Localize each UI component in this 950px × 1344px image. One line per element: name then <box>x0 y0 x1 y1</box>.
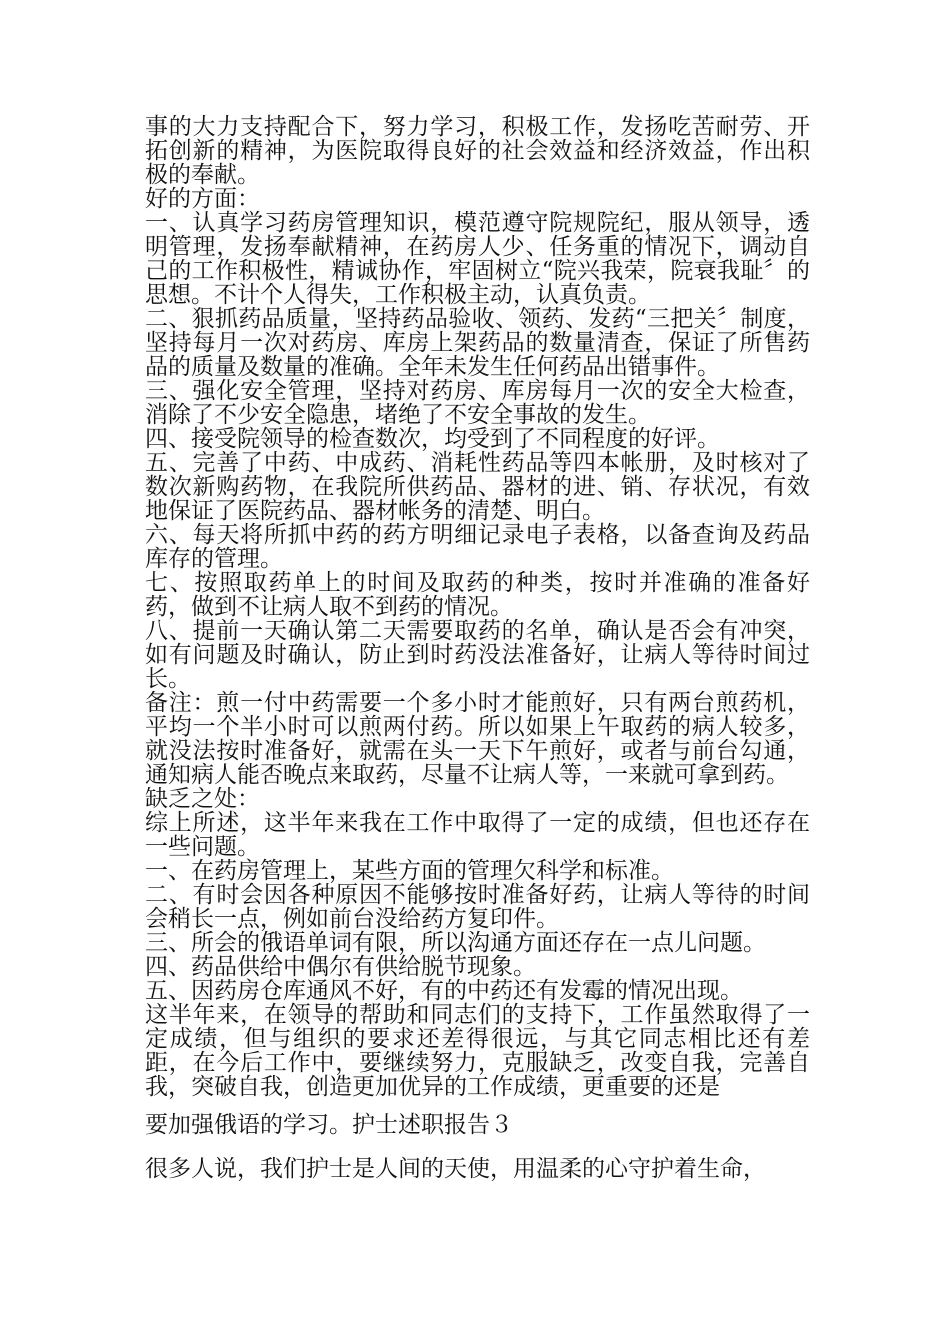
paragraph-weakness-2: 二、有时会因各种原因不能够按时准备好药，让病人等待的时间会稍长一点，例如前台没给药方复印件。 <box>145 882 810 932</box>
document-body <box>145 115 810 1181</box>
paragraph-strength-7: 七、按照取药单上的时间及取药的种类，按时并准确的准备好药，做到不让病人取不到药的情况。 <box>145 570 810 620</box>
paragraph-weakness-1: 一、在药房管理上，某些方面的管理欠科学和标准。 <box>145 858 674 884</box>
paragraph-strength-5: 五、完善了中药、中成药、消耗性药品等四本帐册，及时核对了数次新购药物，在我院所供药品、器材的进、销、存状况，有效地保证了医院药品、器材帐务的清楚、明白。 <box>145 450 810 524</box>
paragraph-strength-3: 三、强化安全管理，坚持对药房、库房每月一次的安全大检查，消除了不少安全隐患，堵绝了不安全事故的发生。 <box>145 378 810 428</box>
paragraph-weakness-5: 五、因药房仓库通风不好，有的中药还有发霉的情况出现。 <box>145 978 743 1004</box>
paragraph-strength-1: 一、认真学习药房管理知识，模范遵守院规院纪，服从领导，透明管理，发扬奉献精神，在药房人少、任务重的情况下，调动自己的工作积极性，精诚协作，牢固树立“院兴我荣，院衰我耻〞的思想。不计个人得失，工作积极主动，认真负责。 <box>145 210 810 308</box>
paragraph-conclusion-end-and-title: 要加强俄语的学习。护士述职报告３ <box>145 1112 513 1138</box>
paragraph-intro: 事的大力支持配合下，努力学习，积极工作，发扬吃苦耐劳、开拓创新的精神，为医院取得良好的社会效益和经济效益，作出积极的奉献。 <box>145 114 810 188</box>
paragraph-note: 备注：煎一付中药需要一个多小时才能煎好，只有两台煎药机，平均一个半小时可以煎两付药。所以如果上午取药的病人较多，就没法按时准备好，就需在头一天下午煎好，或者与前台勾通，通知病人能否晚点来取药，尽量不让病人等，一来就可拿到药。 <box>145 690 810 788</box>
paragraph-nurse-report-intro: 很多人说，我们护士是人间的天使，用温柔的心守护着生命， <box>145 1156 766 1182</box>
paragraph-strength-8: 八、提前一天确认第二天需要取药的名单，确认是否会有冲突，如有问题及时确认，防止到时药没法准备好，让病人等待时间过长。 <box>145 618 810 692</box>
paragraph-weakness-3: 三、所会的俄语单词有限，所以沟通方面还存在一点儿问题。 <box>145 930 766 956</box>
heading-weaknesses: 缺乏之处： <box>145 786 260 812</box>
paragraph-strength-2: 二、狠抓药品质量，坚持药品验收、领药、发药“三把关〞制度，坚持每月一次对药房、库房上架药品的数量清查，保证了所售药品的质量及数量的准确。全年未发生任何药品出错事件。 <box>145 306 810 380</box>
paragraph-weakness-4: 四、药品供给中偶尔有供给脱节现象。 <box>145 954 536 980</box>
paragraph-summary: 综上所述，这半年来我在工作中取得了一定的成绩，但也还存在一些问题。 <box>145 810 810 860</box>
paragraph-strength-6: 六、每天将所抓中药的药方明细记录电子表格，以备查询及药品库存的管理。 <box>145 522 810 572</box>
paragraph-conclusion: 这半年来，在领导的帮助和同志们的支持下，工作虽然取得了一定成绩，但与组织的要求还差得很远，与其它同志相比还有差距，在今后工作中，要继续努力，克服缺乏，改变自我，完善自我，突破自我，创造更加优异的工作成绩，更重要的还是 <box>145 1002 810 1100</box>
paragraph-strength-4: 四、接受院领导的检查数次，均受到了不同程度的好评。 <box>145 426 720 452</box>
heading-strengths: 好的方面： <box>145 186 260 212</box>
